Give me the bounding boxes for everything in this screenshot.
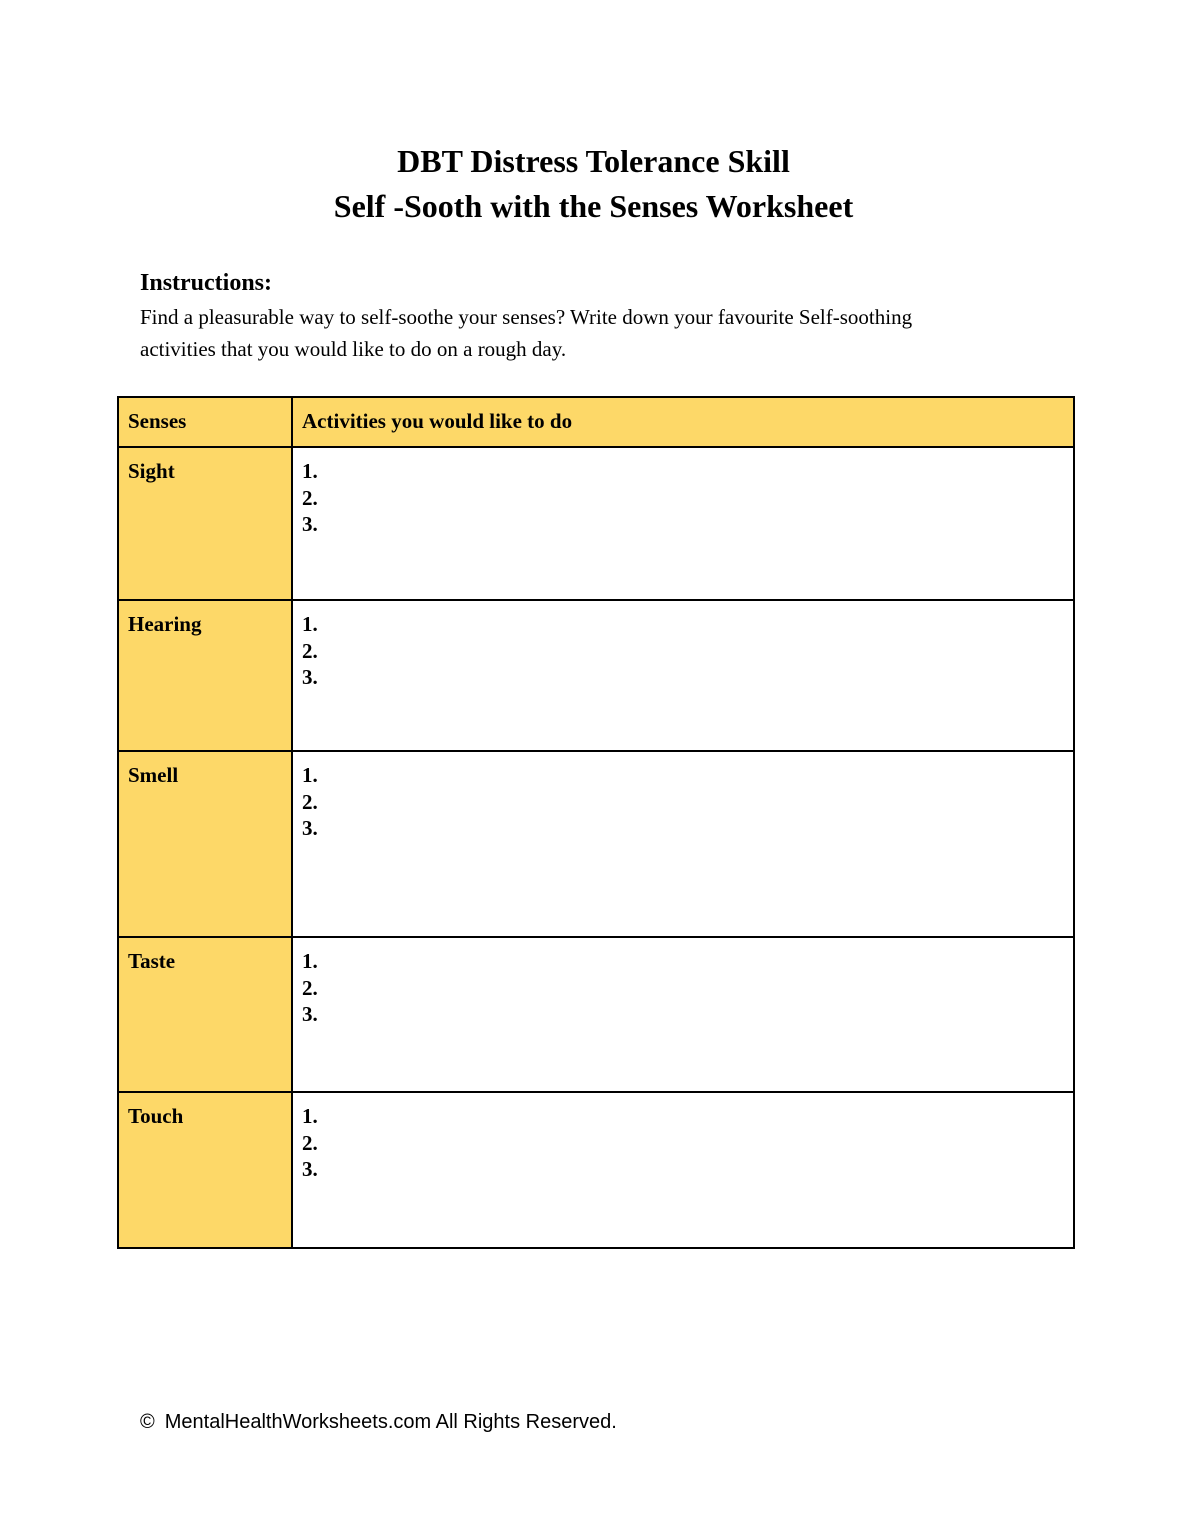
sense-label-taste: Taste — [118, 937, 292, 1092]
table-row-touch — [118, 1092, 1074, 1248]
instructions-line-1: Find a pleasurable way to self-soothe your senses? Write down your favourite Self-soothing — [140, 305, 913, 329]
senses-table — [117, 396, 1075, 1249]
table-row-smell — [118, 751, 1074, 937]
sense-label-sight: Sight — [118, 447, 292, 600]
list-number: 3. — [302, 665, 318, 689]
table-row-hearing — [118, 600, 1074, 751]
list-number: 2. — [302, 638, 318, 663]
list-number: 1. — [302, 949, 318, 973]
list-number: 2. — [302, 975, 318, 1000]
instructions-heading: Instructions: — [140, 270, 273, 296]
list-number: 2. — [302, 789, 318, 814]
sense-label-hearing: Hearing — [118, 600, 292, 751]
title-line-1: DBT Distress Tolerance Skill — [397, 143, 790, 179]
copyright-text: MentalHealthWorksheets.com All Rights Reserved. — [164, 1411, 617, 1433]
title-line-2: Self -Sooth with the Senses Worksheet — [333, 188, 854, 224]
header-activities: Activities you would like to do — [292, 397, 1074, 447]
header-senses: Senses — [118, 397, 292, 447]
list-number: 3. — [302, 1157, 318, 1181]
list-number: 3. — [302, 512, 318, 536]
list-number: 1. — [302, 612, 318, 636]
activities-cell-taste[interactable] — [292, 937, 1074, 1092]
copyright-icon: © — [140, 1411, 155, 1433]
sense-label-smell: Smell — [118, 751, 292, 937]
table-header-row — [118, 397, 1074, 447]
list-number: 1. — [302, 459, 318, 483]
table-row-taste — [118, 937, 1074, 1092]
copyright-footer — [140, 1408, 617, 1436]
activities-cell-touch[interactable] — [292, 1092, 1074, 1248]
list-number: 3. — [302, 1002, 318, 1026]
instructions-line-2: activities that you would like to do on a rough day. — [140, 337, 567, 361]
activities-cell-smell[interactable] — [292, 751, 1074, 937]
activities-cell-hearing[interactable] — [292, 600, 1074, 751]
list-number: 1. — [302, 763, 318, 787]
table-row-sight — [118, 447, 1074, 600]
list-number: 1. — [302, 1104, 318, 1128]
activities-cell-sight[interactable] — [292, 447, 1074, 600]
instructions-text — [140, 301, 1040, 365]
list-number: 3. — [302, 816, 318, 840]
list-number: 2. — [302, 1130, 318, 1155]
list-number: 2. — [302, 485, 318, 510]
sense-label-touch: Touch — [118, 1092, 292, 1248]
